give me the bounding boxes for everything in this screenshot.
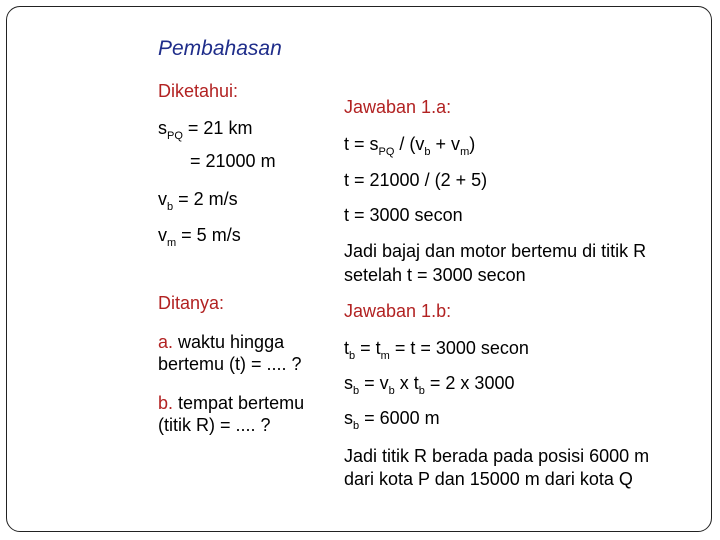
ditanya-heading: Ditanya: [158,293,225,313]
equation-2: t = 21000 / (2 + 5) [344,170,488,190]
conclusion-a-line1: Jadi bajaj dan motor bertemu di titik R [344,241,647,261]
question-a-line2: bertemu (t) = .... ? [158,354,302,374]
equation-1: $t = s_{PQ} / (v_b + v_m)$ [344,134,476,158]
question-a-line1: a. waktu hingga [158,332,285,352]
equation-5: $s_b = v_b$ x $t_b = 2$ x 3000 [344,373,515,397]
diketahui-heading: Diketahui: [158,81,239,101]
question-b-line2: (titik R) = .... ? [158,415,271,435]
given-v-b: $v_b = 2$ m/s [158,189,238,213]
question-b-line1: b. tempat bertemu [158,393,305,413]
jawaban-a-heading: Jawaban 1.a: [344,97,452,117]
slide-title: Pembahasan [158,37,282,60]
conclusion-b-line1: Jadi titik R berada pada posisi 6000 m [344,446,650,466]
equation-4: $t_b = t_m = t = 3000$ secon [344,338,529,362]
given-s-pq: $s_{PQ} = 21$ km [158,118,253,142]
jawaban-b-heading: Jawaban 1.b: [344,301,452,321]
given-s-pq-meters: = 21000 m [190,151,276,171]
equation-3: t = 3000 secon [344,205,463,225]
equation-6: $s_b = 6000$ m [344,408,440,432]
conclusion-b-line2: dari kota P dan 15000 m dari kota Q [344,469,633,489]
conclusion-a-line2: setelah t = 3000 secon [344,265,526,285]
given-v-m: $v_m = 5$ m/s [158,225,241,249]
